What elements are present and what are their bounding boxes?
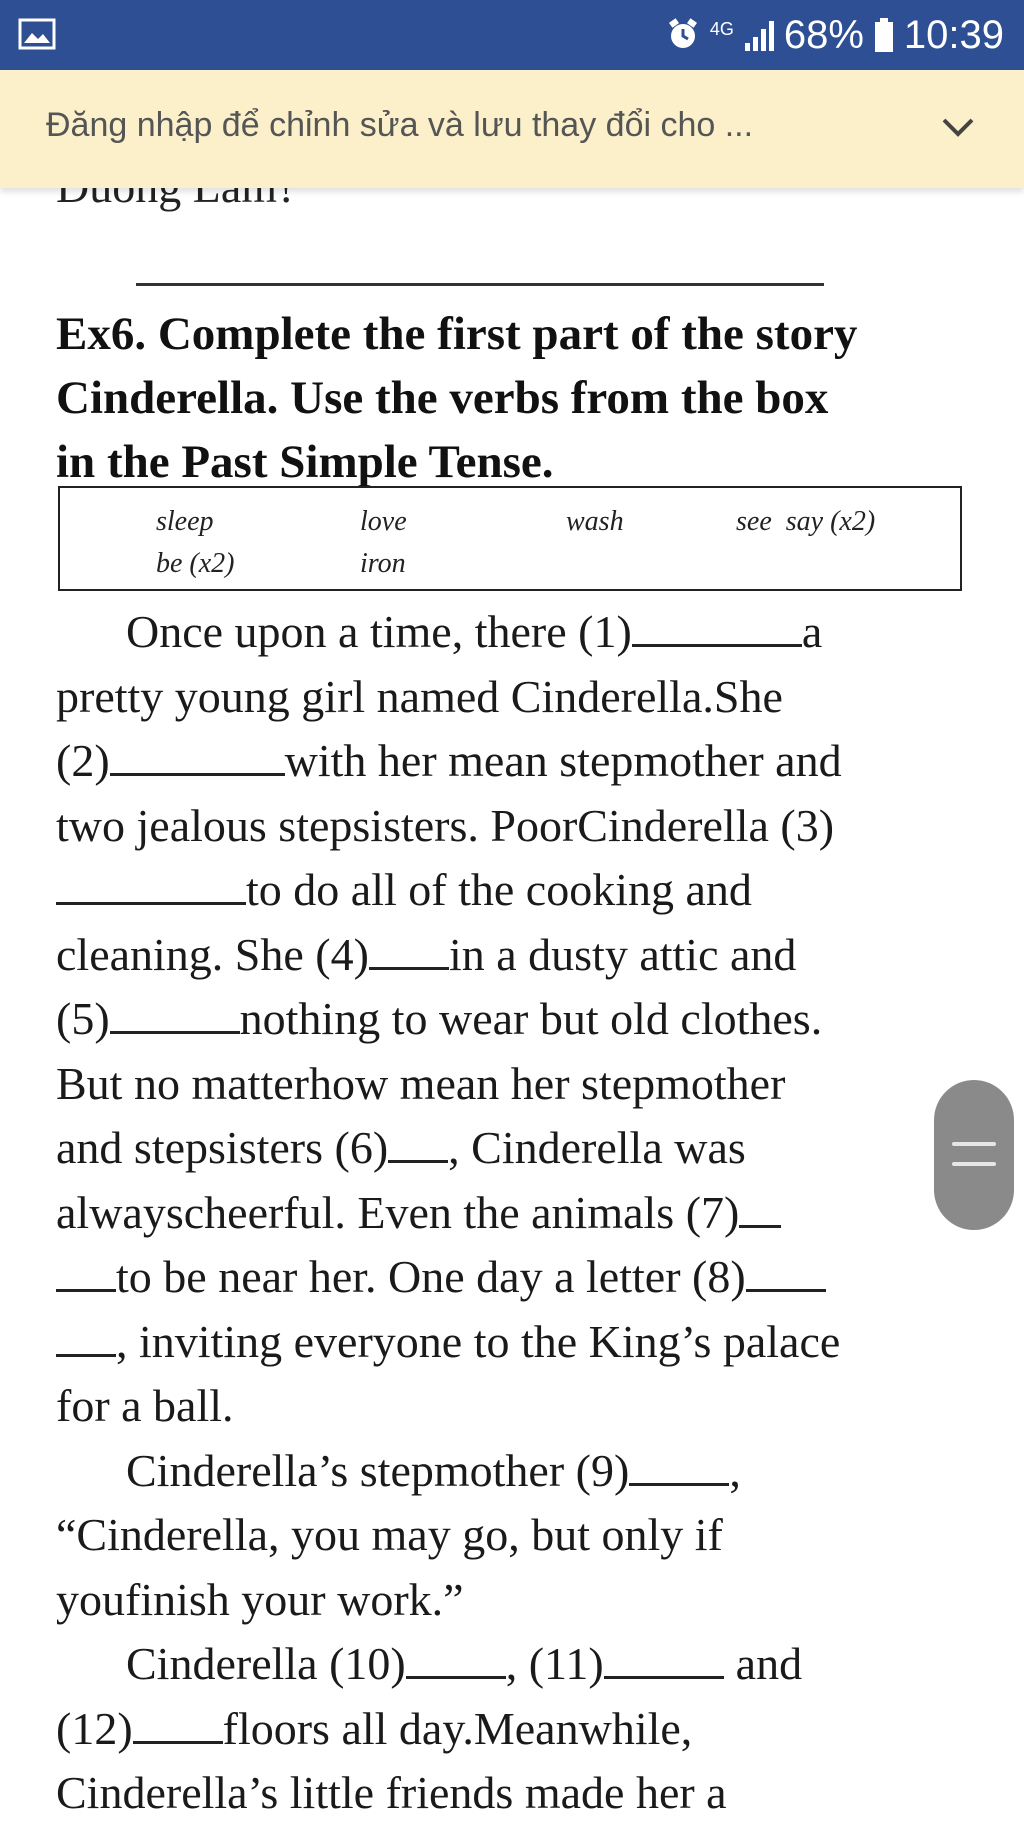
- blank-12: [133, 1707, 223, 1744]
- blank-6: [388, 1126, 448, 1163]
- story-line: [56, 987, 1006, 1052]
- fast-scroll-handle[interactable]: [934, 1080, 1014, 1230]
- battery-icon: [874, 18, 894, 52]
- blank-3: [56, 868, 246, 905]
- verb-item: be (x2): [156, 548, 235, 579]
- heading-line: Ex6. Complete the first part of the story: [56, 308, 858, 360]
- answer-line: [136, 283, 824, 286]
- alarm-icon: [666, 18, 700, 52]
- story-fragment: , (11): [505, 1638, 604, 1689]
- login-banner[interactable]: [0, 70, 1024, 188]
- story-fragment: with her mean stepmother and: [284, 735, 842, 786]
- story-fragment: Cinderella (10): [126, 1638, 406, 1689]
- story-fragment: in a dusty attic and: [448, 928, 797, 980]
- chevron-down-icon[interactable]: [938, 112, 978, 142]
- blank-10: [406, 1642, 506, 1679]
- story-fragment: , Cinderella was: [448, 1122, 746, 1173]
- status-bar: [0, 0, 1024, 70]
- heading-line: in the Past Simple Tense.: [56, 436, 554, 488]
- verb-item: wash: [566, 506, 624, 537]
- battery-level: 68%: [783, 12, 864, 57]
- blank-9: [629, 1449, 729, 1486]
- story-line: [56, 1697, 1006, 1762]
- story-line: pretty young girl named Cinderella.She: [56, 670, 783, 722]
- verb-box: [58, 486, 962, 591]
- story-line: [56, 729, 1006, 794]
- verb-item: love: [360, 506, 407, 537]
- story-fragment: ,: [729, 1444, 741, 1496]
- exercise-heading: [56, 302, 986, 494]
- blank-4: [369, 933, 449, 970]
- blank-1: [632, 610, 802, 647]
- blank-7b: [56, 1255, 116, 1292]
- blank-11: [604, 1642, 724, 1679]
- story-line: [56, 1116, 1006, 1181]
- handle-grip-line: [952, 1162, 996, 1166]
- story-line: But no matterhow mean her stepmother: [56, 1057, 786, 1109]
- story-line: [56, 600, 1006, 665]
- story-line: [56, 1181, 1006, 1246]
- story-fragment: (12): [56, 1702, 133, 1754]
- story-fragment: Once upon a time, there (1): [126, 606, 632, 657]
- story-fragment: a: [801, 606, 823, 657]
- story-line: for a ball.: [56, 1380, 234, 1431]
- heading-line: Cinderella. Use the verbs from the box: [56, 372, 829, 424]
- story-fragment: , inviting everyone to the King’s palace: [116, 1315, 841, 1367]
- story-line: [56, 1310, 1006, 1375]
- story-fragment: to be near her. One day a letter (8): [116, 1251, 746, 1302]
- story-line: two jealous stepsisters. PoorCinderella (3): [56, 799, 835, 851]
- gallery-icon: [18, 18, 56, 50]
- verb-item: sleep: [156, 506, 214, 537]
- verb-item: see say (x2): [736, 506, 876, 537]
- story-line: “Cinderella, you may go, but only if: [56, 1509, 723, 1560]
- blank-7a: [739, 1191, 781, 1228]
- story-line: [56, 1245, 1006, 1310]
- story-line: [56, 1632, 1006, 1697]
- story-text: [56, 600, 1006, 1826]
- verb-item: iron: [360, 548, 406, 579]
- status-right: [666, 0, 1004, 70]
- blank-8a: [746, 1255, 826, 1292]
- clock: 10:39: [903, 12, 1004, 57]
- story-fragment: (2): [56, 735, 110, 786]
- blank-5: [110, 997, 240, 1034]
- signal-icon: [744, 19, 774, 51]
- network-type: 4G: [709, 19, 734, 39]
- story-fragment: nothing to wear but old clothes.: [239, 993, 823, 1044]
- story-line: [56, 923, 1006, 988]
- handle-grip-line: [952, 1142, 996, 1146]
- story-fragment: and: [735, 1638, 803, 1689]
- story-fragment: floors all day.Meanwhile,: [222, 1702, 693, 1754]
- story-fragment: to do all of the cooking and: [246, 864, 752, 915]
- story-fragment: cleaning. She (4): [56, 928, 369, 980]
- story-line: [56, 858, 1006, 923]
- story-fragment: (5): [56, 993, 110, 1044]
- story-line: youfinish your work.”: [56, 1573, 464, 1625]
- blank-2: [110, 739, 285, 776]
- story-fragment: Cinderella’s stepmother (9): [126, 1444, 630, 1496]
- story-line: Cinderella’s little friends made her a: [56, 1767, 727, 1818]
- login-banner-text: Đăng nhập để chỉnh sửa và lưu thay đổi cho ...: [46, 106, 754, 144]
- story-fragment: and stepsisters (6): [56, 1122, 389, 1173]
- blank-8b: [56, 1320, 116, 1357]
- story-line: [56, 1439, 1006, 1504]
- story-fragment: alwayscheerful. Even the animals (7): [56, 1186, 740, 1238]
